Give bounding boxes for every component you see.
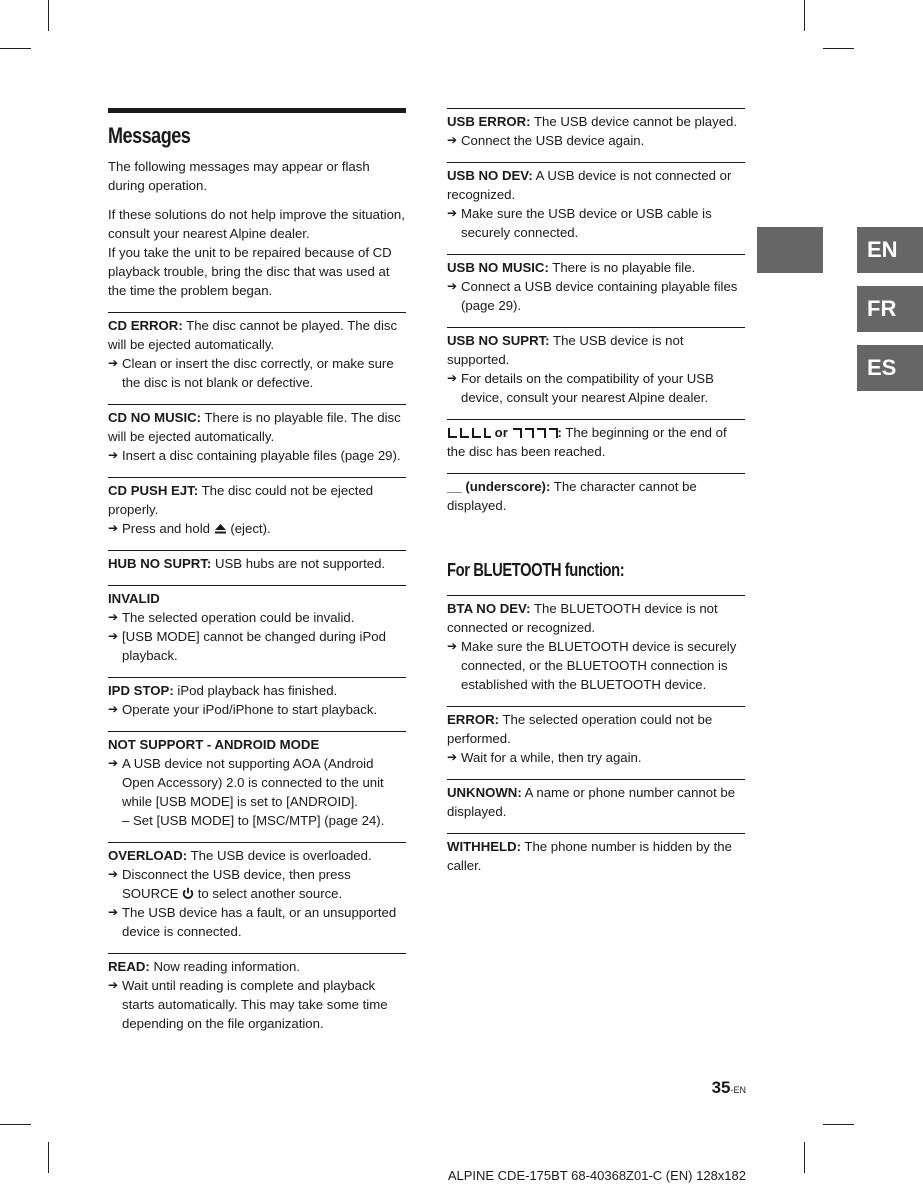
message-label: BTA NO DEV: xyxy=(447,601,531,616)
message-invalid xyxy=(108,585,406,677)
remedy-item: ➔ Make sure the USB device or USB cable is securely connected. xyxy=(447,206,712,240)
arrow-icon: ➔ xyxy=(108,521,119,535)
crop-mark xyxy=(823,1124,854,1125)
message-text: The beginning or the end of the disc has been reached. xyxy=(447,425,727,459)
message-label: READ: xyxy=(108,959,150,974)
eject-icon xyxy=(214,523,227,535)
message-error xyxy=(447,706,745,779)
message-not-support xyxy=(108,731,406,842)
crop-mark xyxy=(804,1142,805,1173)
arrow-icon: ➔ xyxy=(108,905,119,919)
message-usb-no-suprt xyxy=(447,327,745,419)
message-text: There is no playable file. The disc will be ejected automatically. xyxy=(108,410,401,444)
message-label: IPD STOP: xyxy=(108,683,174,698)
message-cd-error xyxy=(108,312,406,404)
end-mark-icon xyxy=(512,427,558,439)
message-text: Now reading information. xyxy=(153,959,301,974)
arrow-icon: ➔ xyxy=(447,750,458,764)
crop-mark xyxy=(0,48,31,49)
message-text: The BLUETOOTH device is not connected or recognized. xyxy=(447,601,718,635)
remedy-item: ➔ Clean or insert the disc correctly, or make sure the disc is not blank or defective. xyxy=(108,356,394,390)
page-suffix: -EN xyxy=(730,1085,746,1095)
message-label: NOT SUPPORT - ANDROID MODE xyxy=(108,737,320,752)
language-tabs xyxy=(857,227,923,404)
arrow-icon: ➔ xyxy=(447,279,458,293)
message-text: iPod playback has finished. xyxy=(177,683,338,698)
message-unknown xyxy=(447,779,745,833)
right-column xyxy=(447,108,745,887)
message-text: USB hubs are not supported. xyxy=(214,556,386,571)
connector-text: or xyxy=(494,425,508,440)
arrow-icon: ➔ xyxy=(108,867,119,881)
message-label: USB ERROR: xyxy=(447,114,531,129)
message-text: The phone number is hidden by the caller. xyxy=(447,839,732,873)
message-text: The USB device cannot be played. xyxy=(533,114,738,129)
current-language-marker xyxy=(757,227,823,273)
message-end-marks: or : The beginning or the end of the disc has been reached. xyxy=(447,419,745,473)
crop-mark xyxy=(0,1124,31,1125)
sub-remedy: – Set [USB MODE] to [MSC/MTP] (page 24). xyxy=(122,813,385,828)
message-ipd-stop xyxy=(108,677,406,731)
arrow-icon: ➔ xyxy=(108,702,119,716)
message-text: The USB device is overloaded. xyxy=(190,848,372,863)
arrow-icon: ➔ xyxy=(447,133,458,147)
footer-code: ALPINE CDE-175BT 68-40368Z01-C (EN) 128x182 xyxy=(447,1168,746,1183)
message-text: There is no playable file. xyxy=(552,260,696,275)
message-label: CD ERROR: xyxy=(108,318,183,333)
message-overload xyxy=(108,842,406,953)
remedy-item: ➔ Make sure the BLUETOOTH device is securely connected, or the BLUETOOTH connection is established with the BLUETOOTH device. xyxy=(447,639,737,692)
remedy-item: ➔ Press and hold (eject). xyxy=(108,521,271,536)
message-label: HUB NO SUPRT: xyxy=(108,556,212,571)
message-cd-push-ejt xyxy=(108,477,406,550)
message-hub-no-suprt xyxy=(108,550,406,585)
heading-rule xyxy=(108,108,406,113)
arrow-icon: ➔ xyxy=(447,639,458,653)
message-bta-no-dev xyxy=(447,595,745,706)
message-label: USB NO SUPRT: xyxy=(447,333,550,348)
remedy-item: ➔ The selected operation could be invalid. xyxy=(108,610,355,625)
message-label: CD NO MUSIC: xyxy=(108,410,202,425)
message-usb-error xyxy=(447,108,745,162)
message-label: ERROR: xyxy=(447,712,500,727)
tab-fr[interactable]: FR xyxy=(857,286,923,332)
message-text: A name or phone number cannot be displayed. xyxy=(447,785,736,819)
crop-mark xyxy=(823,48,854,49)
message-text: The disc could not be ejected properly. xyxy=(108,483,374,517)
arrow-icon: ➔ xyxy=(108,756,119,770)
message-text: The USB device is not supported. xyxy=(447,333,684,367)
beginning-mark-icon xyxy=(447,427,491,439)
message-read xyxy=(108,953,406,1045)
message-label: __ (underscore): xyxy=(447,479,551,494)
arrow-icon: ➔ xyxy=(108,978,119,992)
page-title: Messages xyxy=(108,123,191,148)
remedy-item: ➔ Operate your iPod/iPhone to start playback. xyxy=(108,702,378,717)
message-text: The disc cannot be played. The disc will be ejected automatically. xyxy=(108,318,398,352)
message-label: CD PUSH EJT: xyxy=(108,483,199,498)
remedy-item: ➔ A USB device not supporting AOA (Android Open Accessory) 2.0 is connected to the unit while [USB MODE] is set to [ANDROID]. xyxy=(108,756,384,809)
message-label: OVERLOAD: xyxy=(108,848,188,863)
intro-paragraph: The following messages may appear or flash during operation. xyxy=(108,159,370,193)
tab-es[interactable]: ES xyxy=(857,345,923,391)
remedy-item: ➔ [USB MODE] cannot be changed during iPod playback. xyxy=(108,629,386,663)
message-cd-no-music xyxy=(108,404,406,477)
remedy-item: ➔ Connect the USB device again. xyxy=(447,133,645,148)
remedy-item: ➔ Connect a USB device containing playable files (page 29). xyxy=(447,279,738,313)
message-usb-no-dev xyxy=(447,162,745,254)
message-withheld xyxy=(447,833,745,887)
remedy-item: ➔ Insert a disc containing playable files (page 29). xyxy=(108,448,401,463)
message-label: USB NO MUSIC: xyxy=(447,260,549,275)
message-text: The character cannot be displayed. xyxy=(447,479,697,513)
message-text: The selected operation could not be performed. xyxy=(447,712,713,746)
crop-mark xyxy=(48,0,49,31)
message-underscore xyxy=(447,473,745,527)
page-number: 35-EN xyxy=(711,1078,746,1097)
remedy-item: ➔ Wait until reading is complete and playback starts automatically. This may take some time depending on the file organization. xyxy=(108,978,388,1031)
arrow-icon: ➔ xyxy=(447,371,458,385)
message-label: USB NO DEV: xyxy=(447,168,533,183)
message-label: UNKNOWN: xyxy=(447,785,522,800)
message-label: INVALID xyxy=(108,591,160,606)
remedy-item: ➔ Wait for a while, then try again. xyxy=(447,750,642,765)
power-icon xyxy=(182,887,194,900)
arrow-icon: ➔ xyxy=(108,610,119,624)
message-label: WITHHELD: xyxy=(447,839,521,854)
arrow-icon: ➔ xyxy=(108,356,119,370)
message-usb-no-music xyxy=(447,254,745,327)
tab-en[interactable]: EN xyxy=(857,227,923,273)
message-text: A USB device is not connected or recognized. xyxy=(447,168,732,202)
remedy-item: ➔ For details on the compatibility of your USB device, consult your nearest Alpine dealer. xyxy=(447,371,714,405)
left-column xyxy=(108,108,406,1045)
remedy-item: ➔ The USB device has a fault, or an unsupported device is connected. xyxy=(108,905,397,939)
intro-paragraph: If these solutions do not help improve the situation, consult your nearest Alpine dealer. If you take the unit to be repaired because of CD playback trouble, bring the disc that was used at the time the problem began. xyxy=(108,207,405,298)
arrow-icon: ➔ xyxy=(108,448,119,462)
crop-mark xyxy=(48,1142,49,1173)
bluetooth-heading: For BLUETOOTH function: xyxy=(447,560,625,580)
arrow-icon: ➔ xyxy=(108,629,119,643)
arrow-icon: ➔ xyxy=(447,206,458,220)
crop-mark xyxy=(804,0,805,31)
remedy-item: ➔ Disconnect the USB device, then press SOURCE to select another source. xyxy=(108,867,351,901)
